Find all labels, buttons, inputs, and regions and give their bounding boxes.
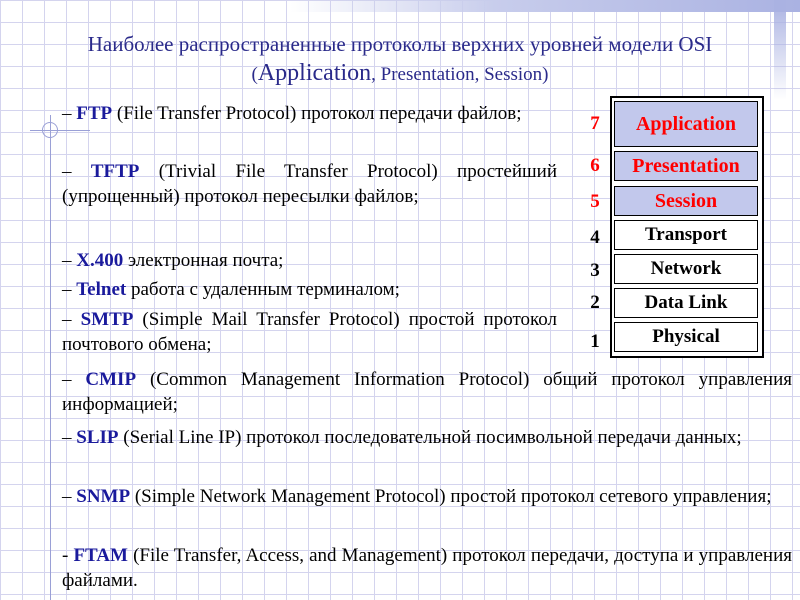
title-line-2 [0, 59, 800, 89]
protocol-name: SNMP [76, 486, 131, 507]
protocol-name: FTP [76, 103, 113, 124]
osi-layer-presentation: Presentation [614, 151, 758, 181]
layer-number-2: 2 [590, 292, 600, 313]
protocol-item-cmip [62, 367, 792, 417]
title-application: Application [257, 60, 372, 86]
protocol-item-snmp [62, 484, 792, 509]
protocol-item-telnet [62, 277, 557, 302]
protocol-description: (Serial Line IP) протокол последовательной посимвольной передачи данных; [118, 427, 742, 448]
protocol-item-x400 [62, 248, 557, 273]
title-rest: , Presentation, Session) [371, 64, 549, 85]
title-open-paren: ( [251, 64, 258, 85]
protocol-description: (Common Management Information Protocol) общий протокол управления информацией; [62, 369, 792, 415]
osi-layer-physical: Physical [614, 322, 758, 352]
protocol-description: работа с удаленным терминалом; [126, 279, 400, 300]
bullet-dash: – [62, 309, 81, 330]
bullet-dash: – [62, 161, 91, 182]
protocol-name: FTAM [73, 545, 128, 566]
protocol-item-smtp [62, 307, 557, 357]
bullet-dash: – [62, 279, 77, 300]
bullet-dash: – [62, 427, 77, 448]
slide-title [0, 30, 800, 89]
bullet-dash: – [62, 369, 86, 390]
protocol-name: TFTP [90, 161, 140, 182]
decorative-vertical-line [50, 115, 51, 600]
osi-layer-stack [586, 96, 766, 356]
osi-layer-data-link: Data Link [614, 288, 758, 318]
bullet-dash: – [62, 250, 77, 271]
bullet-dash: - [62, 545, 74, 566]
protocol-description: электронная почта; [123, 250, 284, 271]
protocol-name: SLIP [76, 427, 119, 448]
protocol-description: (File Transfer, Access, and Management) протокол передачи, доступа и управления файлами. [62, 545, 792, 591]
layer-number-3: 3 [590, 260, 600, 281]
protocol-description: (File Transfer Protocol) протокол передачи файлов; [112, 103, 522, 124]
protocol-item-ftam [62, 543, 792, 593]
protocol-description: (Simple Mail Transfer Protocol) простой протокол почтового обмена; [62, 309, 558, 355]
protocol-description: (Simple Network Management Protocol) простой протокол сетевого управления; [130, 486, 772, 507]
protocol-description: (Trivial File Transfer Protocol) простейший (упрощенный) протокол пересылки файлов; [62, 161, 557, 207]
decorative-horizontal-line [30, 130, 90, 131]
decorative-top-bar [290, 0, 800, 12]
layer-number-1: 1 [590, 331, 600, 352]
protocol-name: SMTP [80, 309, 134, 330]
protocol-name: CMIP [85, 369, 137, 390]
protocol-item-slip [62, 425, 792, 450]
osi-layer-network: Network [614, 254, 758, 284]
layer-number-6: 6 [590, 155, 600, 176]
protocol-name: Telnet [76, 279, 127, 300]
bullet-dash: – [62, 103, 77, 124]
osi-layer-session: Session [614, 186, 758, 216]
bullet-dash: – [62, 486, 77, 507]
title-line-1: Наиболее распространенные протоколы верхних уровней модели OSI [87, 32, 713, 56]
layer-number-4: 4 [590, 227, 600, 248]
protocol-item-tftp [62, 159, 557, 209]
layer-number-7: 7 [590, 113, 600, 134]
layer-number-5: 5 [590, 191, 600, 212]
protocol-name: X.400 [76, 250, 124, 271]
decorative-circle [42, 122, 58, 138]
osi-layer-application: Application [614, 101, 758, 147]
osi-layer-transport: Transport [614, 220, 758, 250]
protocol-item-ftp [62, 101, 557, 126]
